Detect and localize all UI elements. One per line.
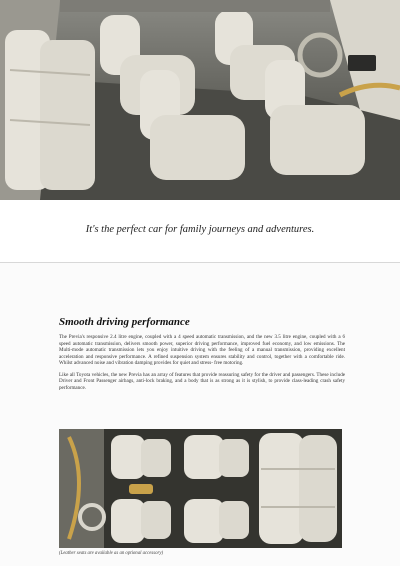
interior-photo-top <box>0 0 400 200</box>
seating-illustration <box>59 429 342 548</box>
paragraph-performance: The Previa's responsive 2.4 litre engine, coupled with a 4 speed automatic transmission, and the new 3.5 litre engine, coupled with a 6 speed automatic transmission, delivers smooth power, superior driving performance, improved fuel economy, and low emissions. The Multi-mode automatic transmission lets you enjoy intuitive driving with the feeling of a manual transmission, providing excellent acceleration and responsive performance. A refined suspension system ensures stability and control, together with a comfortable ride. Whilst advanced noise and vibration damping provides for quiet and stress- free motoring. <box>59 334 345 366</box>
seating-layout-photo <box>59 429 342 548</box>
performance-section <box>59 316 345 396</box>
footnote: (Leather seats are available as an optional accessory) <box>59 551 164 556</box>
tagline: It's the perfect car for family journeys and adventures. <box>85 224 315 235</box>
paragraph-safety: Like all Toyota vehicles, the new Previa has an array of features that provide reassuring safety for the driver and passengers. These include Driver and Front Passenger airbags, anti-lock braking, and a body that is as strong as it is stylish, to provide class-leading crash safety performance. <box>59 371 345 391</box>
interior-illustration <box>0 0 400 200</box>
section-heading: Smooth driving performance <box>59 316 190 328</box>
